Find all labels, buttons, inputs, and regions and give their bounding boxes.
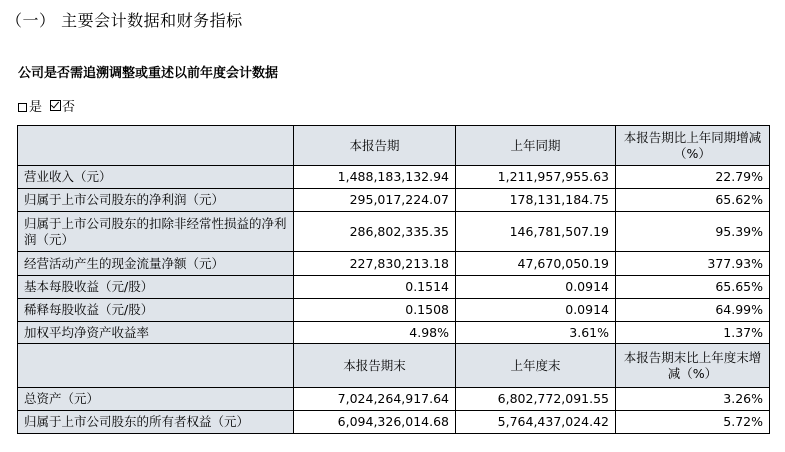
- financial-data-table: [17, 125, 770, 434]
- value-cell: 47,670,050.19: [456, 252, 616, 276]
- row-label: 稀释每股收益（元/股）: [18, 299, 294, 322]
- value-cell: 6,802,772,091.55: [456, 388, 616, 411]
- value-cell: 377.93%: [616, 252, 770, 276]
- table-row: [18, 388, 770, 411]
- option-yes-label: 是: [29, 100, 43, 115]
- row-label: 总资产（元）: [18, 388, 294, 411]
- value-cell: 146,781,507.19: [456, 212, 616, 252]
- table-row: [18, 252, 770, 276]
- value-cell: 0.0914: [456, 276, 616, 299]
- unchecked-box-icon: [18, 103, 27, 112]
- header-cell: 本报告期: [294, 126, 456, 166]
- value-cell: 178,131,184.75: [456, 189, 616, 212]
- table-row: [18, 322, 770, 344]
- table-row: [18, 166, 770, 189]
- restatement-question: 公司是否需追溯调整或重述以前年度会计数据: [18, 66, 279, 81]
- value-cell: 5.72%: [616, 411, 770, 434]
- header-corner-cell: [18, 126, 294, 166]
- row-label: 营业收入（元）: [18, 166, 294, 189]
- header-cell: 本报告期末比上年度末增减（%）: [616, 344, 770, 388]
- table-row: [18, 411, 770, 434]
- checked-box-icon: [50, 100, 61, 111]
- value-cell: 7,024,264,917.64: [294, 388, 456, 411]
- value-cell: 3.26%: [616, 388, 770, 411]
- value-cell: 3.61%: [456, 322, 616, 344]
- table-row: [18, 212, 770, 252]
- value-cell: 1,488,183,132.94: [294, 166, 456, 189]
- value-cell: 227,830,213.18: [294, 252, 456, 276]
- option-no-label: 否: [62, 100, 76, 115]
- value-cell: 0.1508: [294, 299, 456, 322]
- row-label: 基本每股收益（元/股）: [18, 276, 294, 299]
- value-cell: 295,017,224.07: [294, 189, 456, 212]
- value-cell: 6,094,326,014.68: [294, 411, 456, 434]
- header-cell: 上年度末: [456, 344, 616, 388]
- table-row: [18, 189, 770, 212]
- header-cell: 本报告期末: [294, 344, 456, 388]
- row-label: 归属于上市公司股东的扣除非经常性损益的净利润（元）: [18, 212, 294, 252]
- row-label: 加权平均净资产收益率: [18, 322, 294, 344]
- option-yes[interactable]: [18, 96, 42, 115]
- value-cell: 95.39%: [616, 212, 770, 252]
- table-row: [18, 299, 770, 322]
- section-title: （一） 主要会计数据和财务指标: [6, 11, 243, 30]
- value-cell: 0.1514: [294, 276, 456, 299]
- header-cell: 本报告期比上年同期增减（%）: [616, 126, 770, 166]
- header-corner-cell: [18, 344, 294, 388]
- value-cell: 286,802,335.35: [294, 212, 456, 252]
- value-cell: 22.79%: [616, 166, 770, 189]
- restatement-options: [18, 96, 75, 115]
- value-cell: 65.62%: [616, 189, 770, 212]
- value-cell: 4.98%: [294, 322, 456, 344]
- value-cell: 0.0914: [456, 299, 616, 322]
- table-row: [18, 276, 770, 299]
- value-cell: 1,211,957,955.63: [456, 166, 616, 189]
- value-cell: 5,764,437,024.42: [456, 411, 616, 434]
- table-header-row: [18, 126, 770, 166]
- header-cell: 上年同期: [456, 126, 616, 166]
- table-header-row: [18, 344, 770, 388]
- value-cell: 65.65%: [616, 276, 770, 299]
- value-cell: 64.99%: [616, 299, 770, 322]
- value-cell: 1.37%: [616, 322, 770, 344]
- row-label: 归属于上市公司股东的净利润（元）: [18, 189, 294, 212]
- option-no[interactable]: [44, 96, 75, 115]
- row-label: 经营活动产生的现金流量净额（元）: [18, 252, 294, 276]
- row-label: 归属于上市公司股东的所有者权益（元）: [18, 411, 294, 434]
